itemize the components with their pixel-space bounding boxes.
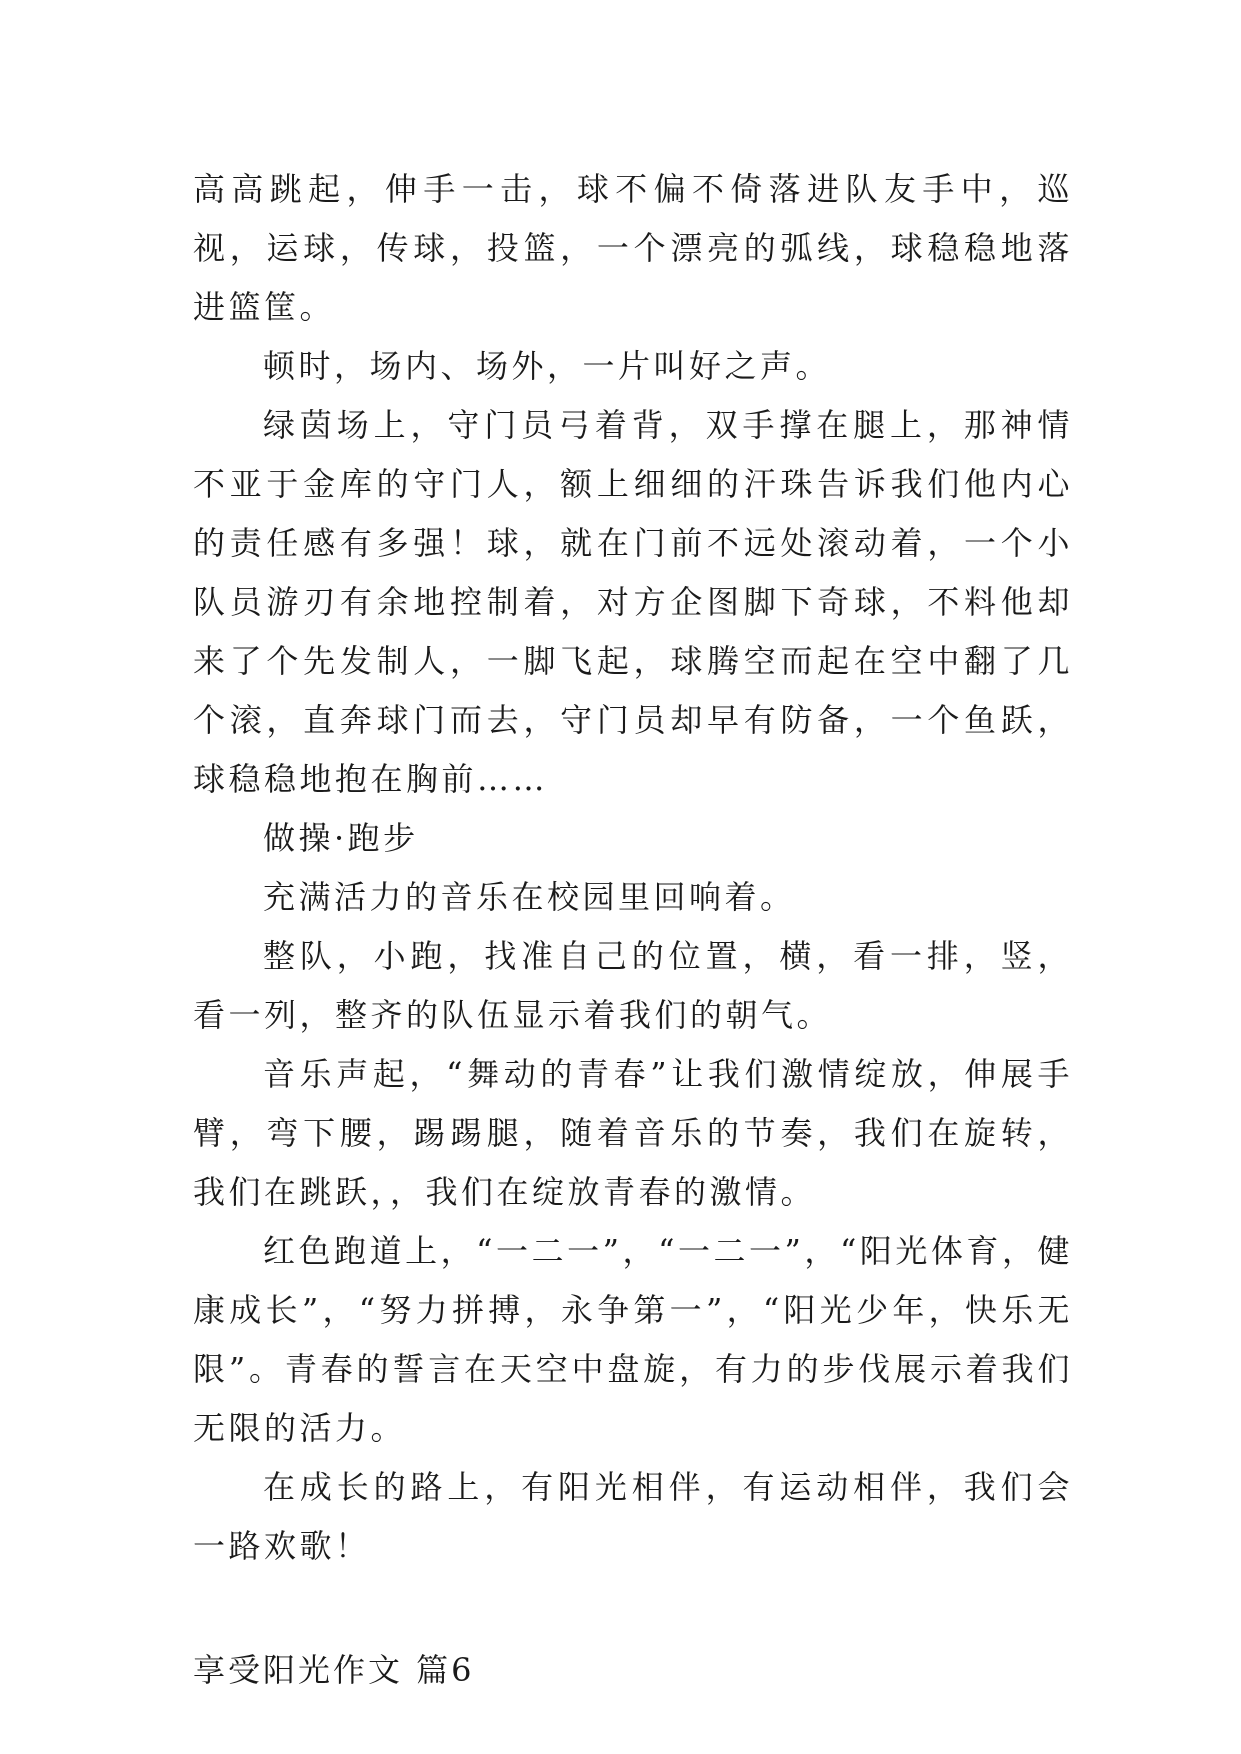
- paragraph-9: 在成长的路上，有阳光相伴，有运动相伴，我们会一路欢歌！: [193, 1468, 1073, 1565]
- subheading-exercise-running: 做操·跑步: [263, 819, 419, 857]
- section-heading: 享受阳光作文 篇6: [193, 1651, 475, 1689]
- paragraph-8: 红色跑道上，“一二一”，“一二一”，“阳光体育，健康成长”，“努力拼搏，永争第一”，“阳光少年，快乐无限”。青春的誓言在天空中盘旋，有力的步伐展示着我们无限的活力。: [193, 1232, 1073, 1447]
- paragraph-7: 音乐声起，“舞动的青春”让我们激情绽放，伸展手臂，弯下腰，踢踢腿，随着音乐的节奏，我们在旋转，我们在跳跃，，我们在绽放青春的激情。: [193, 1055, 1073, 1211]
- document-page: [193, 160, 1073, 1700]
- paragraph-3: 绿茵场上，守门员弓着背，双手撑在腿上，那神情不亚于金库的守门人，额上细细的汗珠告诉我们他内心的责任感有多强！球，就在门前不远处滚动着，一个小队员游刃有余地控制着，对方企图脚下奇球，不料他却来了个先发制人，一脚飞起，球腾空而起在空中翻了几个滚，直奔球门而去，守门员却早有防备，一个鱼跃，球稳稳地抱在胸前……: [193, 406, 1073, 798]
- paragraph-1: 高高跳起，伸手一击，球不偏不倚落进队友手中，巡视，运球，传球，投篮，一个漂亮的弧线，球稳稳地落进篮筐。: [193, 170, 1073, 326]
- paragraph-2: 顿时，场内、场外，一片叫好之声。: [263, 347, 832, 385]
- paragraph-5: 充满活力的音乐在校园里回响着。: [263, 878, 796, 916]
- section-spacer: [193, 1576, 1073, 1641]
- paragraph-6: 整队，小跑，找准自己的位置，横，看一排，竖，看一列，整齐的队伍显示着我们的朝气。: [193, 937, 1073, 1034]
